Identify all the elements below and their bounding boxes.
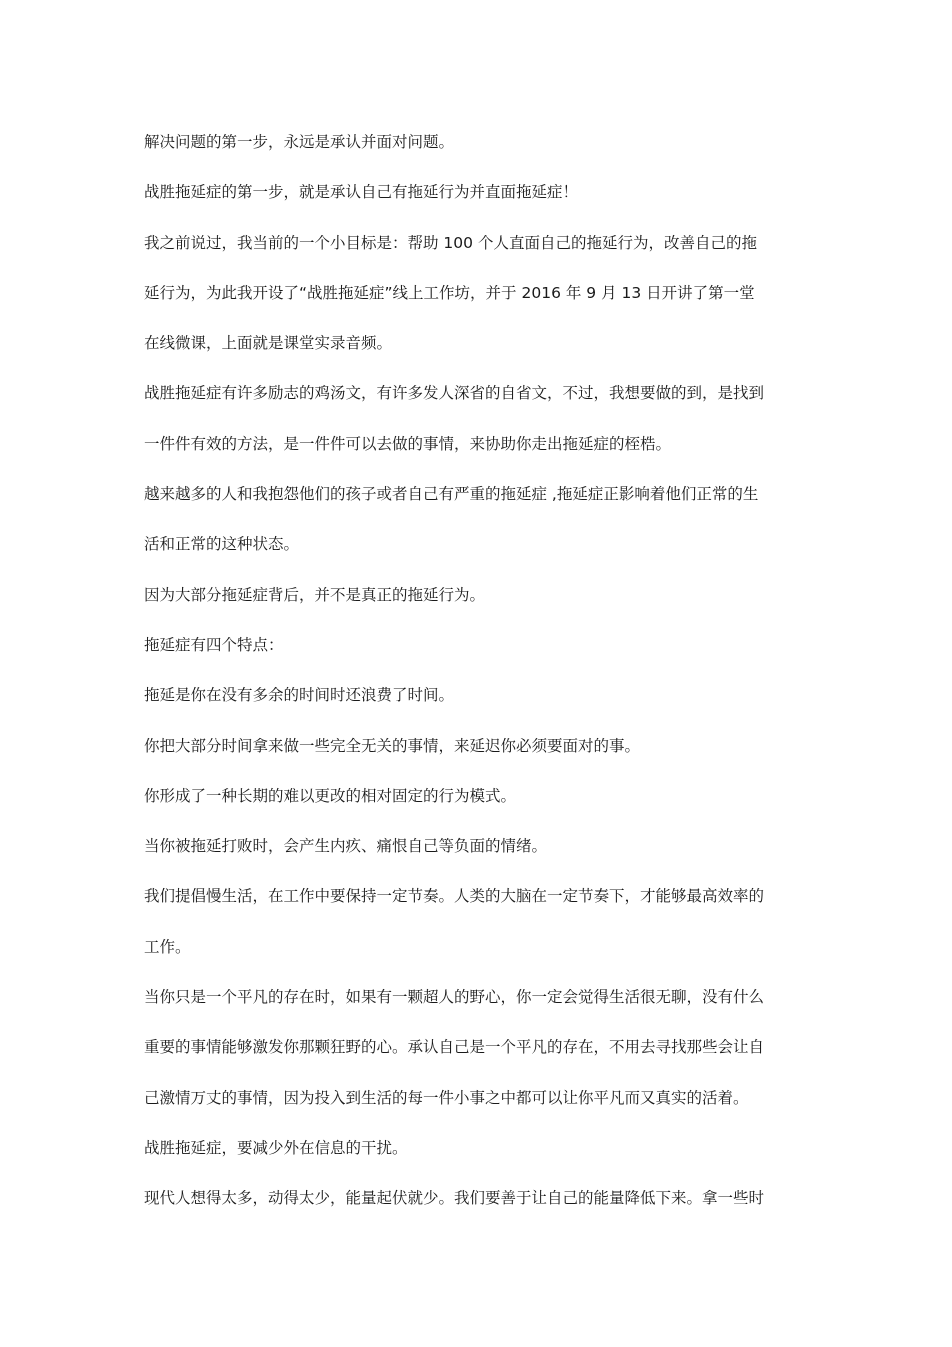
text-line: 战胜拖延症的第一步，就是承认自己有拖延行为并直面拖延症！ [144,183,579,202]
text-line: 活和正常的这种状态。 [144,535,300,554]
document-body [144,117,812,1224]
text-line: 你形成了一种长期的难以更改的相对固定的行为模式。 [144,786,517,805]
text-line: 己激情万丈的事情，因为投入到生活的每一件小事之中都可以让你平凡而又真实的活着。 [144,1088,749,1107]
text-line: 我之前说过，我当前的一个小目标是：帮助 100 个人直面自己的拖延行为，改善自己的拖 [144,233,757,252]
text-line: 现代人想得太多，动得太少，能量起伏就少。我们要善于让自己的能量降低下来。拿一些时 [144,1189,765,1208]
text-line: 在线微课，上面就是课堂实录音频。 [144,334,393,353]
text-line: 我们提倡慢生活，在工作中要保持一定节奏。人类的大脑在一定节奏下，才能够最高效率的 [144,887,765,906]
text-line: 战胜拖延症有许多励志的鸡汤文，有许多发人深省的自省文，不过，我想要做的到，是找到 [144,384,765,403]
text-line: 战胜拖延症，要减少外在信息的干扰。 [144,1138,408,1157]
text-line: 拖延症有四个特点： [144,635,284,654]
text-line: 解决问题的第一步，永远是承认并面对问题。 [144,133,455,151]
text-line: 越来越多的人和我抱怨他们的孩子或者自己有严重的拖延症 ,拖延症正影响着他们正常的生 [144,485,759,504]
text-line: 一件件有效的方法，是一件件可以去做的事情，来协助你走出拖延症的桎梏。 [144,434,672,453]
text-line: 当你只是一个平凡的存在时，如果有一颗超人的野心，你一定会觉得生活很无聊，没有什么 [144,988,765,1007]
text-line: 拖延是你在没有多余的时间时还浪费了时间。 [144,686,455,705]
text-line: 你把大部分时间拿来做一些完全无关的事情，来延迟你必须要面对的事。 [144,736,641,755]
text-line: 工作。 [144,937,191,956]
text-line: 重要的事情能够激发你那颗狂野的心。承认自己是一个平凡的存在，不用去寻找那些会让自 [144,1038,765,1057]
text-line: 因为大部分拖延症背后，并不是真正的拖延行为。 [144,585,486,604]
text-line: 当你被拖延打败时，会产生内疚、痛恨自己等负面的情绪。 [144,837,548,856]
text-line: 延行为，为此我开设了“战胜拖延症”线上工作坊，并于 2016 年 9 月 13 日开讲了第一堂 [144,283,755,302]
